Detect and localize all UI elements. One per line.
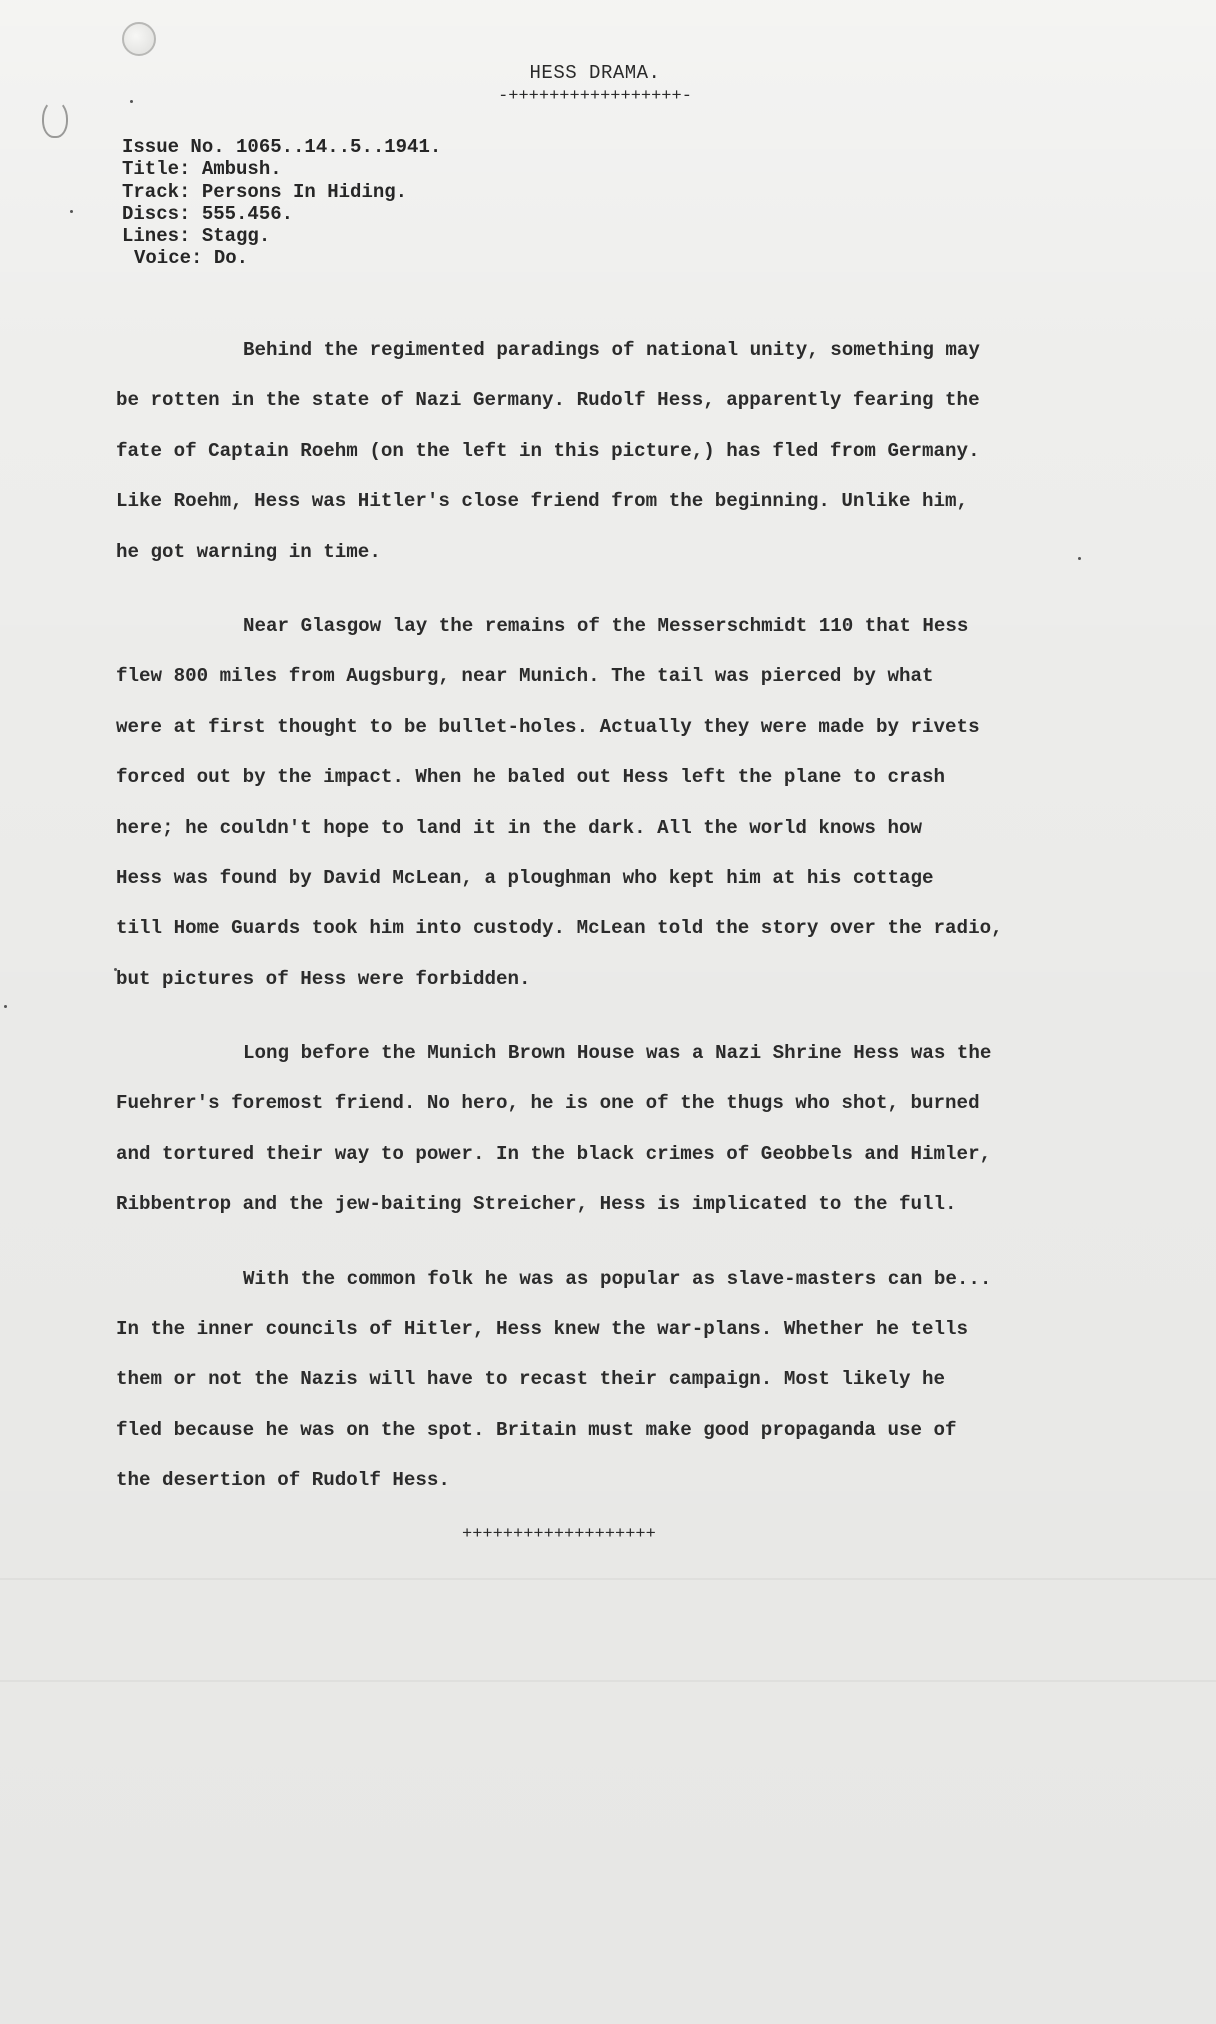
text-line: In the inner councils of Hitler, Hess knew the war-plans. Whether he tells xyxy=(116,1318,969,1341)
text-line: Fuehrer's foremost friend. No hero, he is one of the thugs who shot, burned xyxy=(116,1092,980,1115)
text-line: he got warning in time. xyxy=(116,540,381,563)
paragraph-gap xyxy=(116,1011,1096,1035)
discs-line: Discs: 555.456. xyxy=(122,202,294,225)
text-line: them or not the Nazis will have to recast their campaign. Most likely he xyxy=(116,1368,946,1391)
text-line: fled because he was on the spot. Britain must make good propaganda use of xyxy=(116,1418,957,1441)
ink-speck xyxy=(4,1005,7,1008)
text-line: fate of Captain Roehm (on the left in this picture,) has fled from Germany. xyxy=(116,439,980,462)
lines-line: Lines: Stagg. xyxy=(122,225,271,248)
text-line: With the common folk he was as popular as slave-masters can be... xyxy=(243,1267,992,1290)
punch-hole-mark xyxy=(122,22,156,56)
paragraph-2 xyxy=(116,608,1096,1011)
text-line: Behind the regimented paradings of national unity, something may xyxy=(243,339,980,361)
issue-metadata-block xyxy=(122,136,642,270)
issue-number-line: Issue No. 1065..14..5..1941. xyxy=(122,136,442,158)
text-line: Near Glasgow lay the remains of the Messerschmidt 110 that Hess xyxy=(243,614,969,637)
paragraph-gap xyxy=(116,584,1096,608)
ink-speck xyxy=(130,100,133,103)
paragraph-1 xyxy=(116,332,1096,584)
title-underline-rule: -+++++++++++++++++- xyxy=(498,87,692,106)
text-line: be rotten in the state of Nazi Germany. Rudolf Hess, apparently fearing the xyxy=(116,389,980,412)
text-line: till Home Guards took him into custody. McLean told the story over the radio, xyxy=(116,917,1003,940)
text-line: here; he couldn't hope to land it in the dark. All the world knows how xyxy=(116,816,923,839)
text-line: were at first thought to be bullet-holes. Actually they were made by rivets xyxy=(116,715,980,738)
text-line: flew 800 miles from Augsburg, near Munich. The tail was pierced by what xyxy=(116,665,934,688)
paper-fold-line xyxy=(0,1578,1216,1580)
paper-clip-mark xyxy=(42,100,68,138)
title-line: Title: Ambush. xyxy=(122,158,282,181)
text-line: but pictures of Hess were forbidden. xyxy=(116,967,531,990)
text-line: Like Roehm, Hess was Hitler's close friend from the beginning. Unlike him, xyxy=(116,490,969,513)
ink-speck xyxy=(70,210,73,213)
document-heading xyxy=(470,60,720,108)
closing-rule: +++++++++++++++++++ xyxy=(462,1525,656,1544)
narration-body xyxy=(116,332,1096,1513)
text-line: Long before the Munich Brown House was a Nazi Shrine Hess was the xyxy=(243,1042,992,1065)
text-line: the desertion of Rudolf Hess. xyxy=(116,1469,450,1492)
paper-fold-line xyxy=(0,1680,1216,1682)
voice-line: Voice: Do. xyxy=(134,247,249,270)
text-line: Hess was found by David McLean, a ploughman who kept him at his cottage xyxy=(116,866,934,889)
text-line: and tortured their way to power. In the black crimes of Geobbels and Himler, xyxy=(116,1142,992,1165)
paragraph-3 xyxy=(116,1035,1096,1237)
text-line: Ribbentrop and the jew-baiting Streicher, Hess is implicated to the full. xyxy=(116,1193,957,1216)
paragraph-4 xyxy=(116,1261,1096,1513)
track-line: Track: Persons In Hiding. xyxy=(122,180,408,203)
document-title: HESS DRAMA. xyxy=(529,62,661,84)
paragraph-gap xyxy=(116,1237,1096,1261)
text-line: forced out by the impact. When he baled out Hess left the plane to crash xyxy=(116,766,946,789)
